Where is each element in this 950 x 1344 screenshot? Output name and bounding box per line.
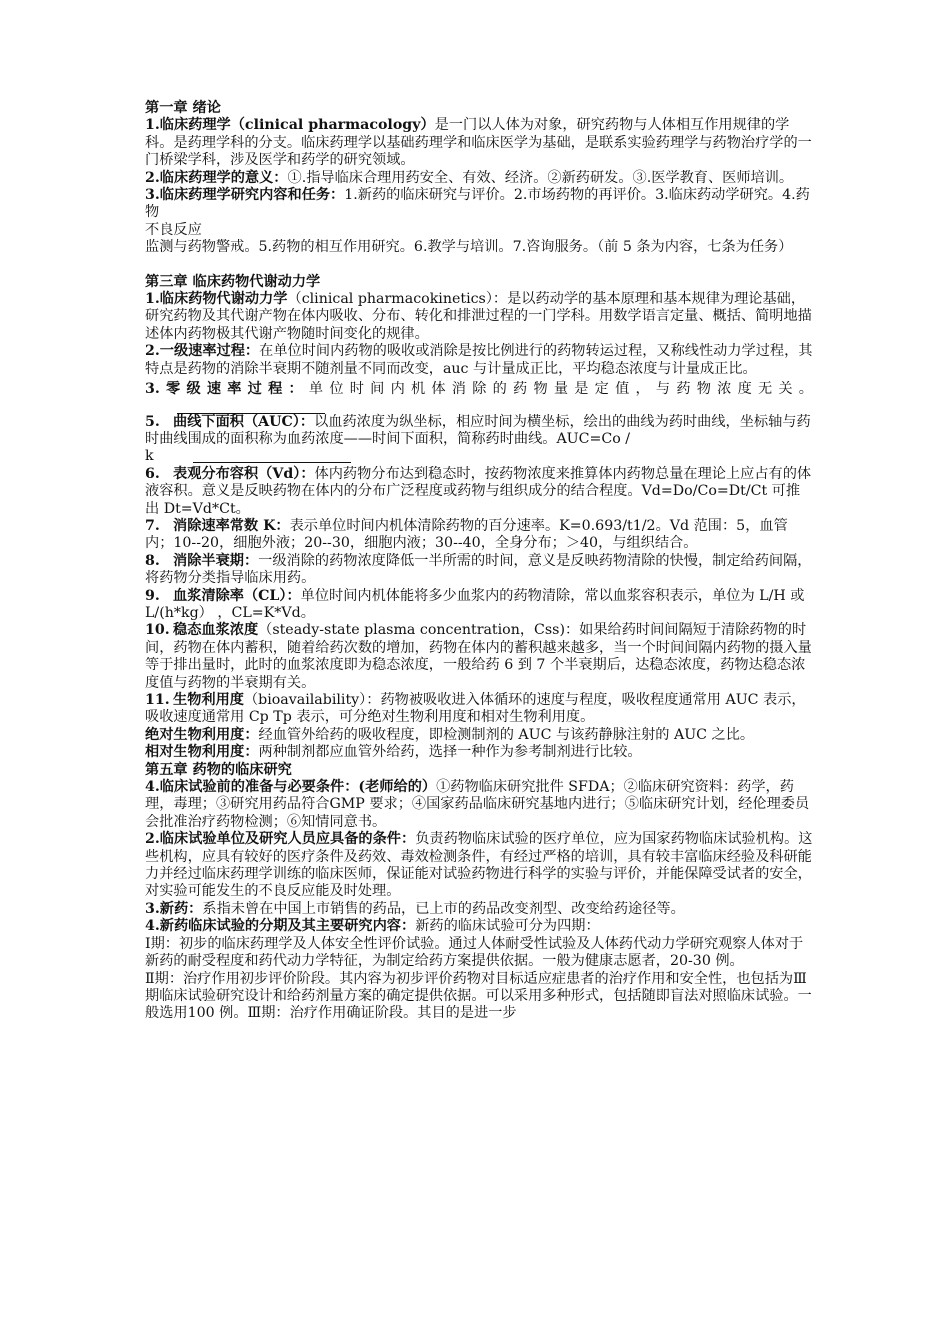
spacer — [145, 257, 813, 274]
formula-tail: k — [145, 448, 154, 465]
definition: （bioavailability）：药物被吸收进入体循环的速度与程度，吸收程度通常用 AUC 表示，吸收速度通常用 Cp Tp 表示，可分绝对生物利用度和相对生物利用度。 — [145, 692, 806, 726]
underline-rule — [193, 462, 351, 463]
item-number: 9. — [145, 587, 160, 604]
ch5-para-4 — [145, 779, 813, 831]
definition: 系指未曾在中国上市销售的药品，已上市的药品改变剂型、改变给药途径等。 — [202, 900, 685, 917]
document-page — [145, 100, 813, 1023]
definition: 单位时间内机体消除的药物量是定值，与药物浓度无关。 — [308, 381, 813, 398]
definition: 是一门以人体为对象，研究药物与人体相互作用规律的学科。是药理学科的分支。临床药理学以基础药理学和临床医学为基础，是联系实验药理学与药物治疗学的一门桥梁学科，涉及医学和药学的研究领域。 — [145, 117, 812, 169]
term: 稳态血浆浓度 — [173, 622, 259, 639]
definition: 两种制剂都应血管外给药，选择一种作为参考制剂进行比较。 — [258, 744, 642, 761]
term: 消除速率常数 K： — [173, 517, 290, 534]
definition: 新药的临床试验可分为四期： — [415, 918, 600, 935]
chapter-5-title: 第五章 药物的临床研究 — [145, 761, 292, 778]
term: 2.临床药理学的意义： — [145, 169, 288, 186]
ch1-para-3-line3: 监测与药物警戒。5.药物的相互作用研究。6.教学与培训。7.咨询服务。（前 5 条为内容，七条为任务） — [145, 239, 793, 256]
term: 3.新药： — [145, 900, 203, 917]
ch3-para-6 — [145, 466, 813, 518]
term: 3.零级速率过程： — [145, 381, 309, 398]
item-number: 5. — [145, 413, 160, 430]
term: 血浆清除率（CL）： — [173, 587, 301, 604]
term: 绝对生物利用度： — [145, 726, 259, 743]
chapter-1-title: 第一章 绪论 — [145, 100, 221, 116]
ch3-para-11 — [145, 692, 813, 727]
term: 1.临床药理学（clinical pharmacology） — [145, 117, 435, 134]
ch3-abs-bioavailability — [145, 727, 813, 744]
ch3-para-9 — [145, 588, 813, 623]
term: 消除半衰期： — [173, 552, 259, 569]
ch5-phase-2: Ⅱ期：治疗作用初步评价阶段。其内容为初步评价药物对目标适应症患者的治疗作用和安全性，也包括为Ⅲ期临床试验研究设计和给药剂量方案的确定提供依据。可以采用多种形式，包括随即盲法对照临床试验。一般选用100 例。Ⅲ期：治疗作用确证阶段。其目的是进一步 — [145, 970, 812, 1022]
ch1-para-3 — [145, 187, 813, 222]
item-number: 7. — [145, 517, 160, 534]
definition: 表示单位时间内机体清除药物的百分速率。K=0.693/t1/2。Vd 范围：5，血管内；10--20，细胞外液；20--30，细胞内液；30--40，全身分布；＞40，与组织结合。 — [145, 517, 788, 552]
ch3-para-5-line2 — [145, 448, 813, 465]
ch3-para-8 — [145, 553, 813, 588]
item-number: 6. — [145, 465, 160, 482]
term: 4.新药临床试验的分期及其主要研究内容： — [145, 918, 416, 935]
definition: 体内药物分布达到稳态时，按药物浓度来推算体内药物总量在理论上应占有的体液容积。意义是反映药物在体内的分布广泛程度或药物与组织成分的结合程度。Vd=Do/Co=Dt/Ct 可推出 Dt=Vd*Ct。 — [145, 465, 812, 517]
definition: 单位时间内机体能将多少血浆内的药物清除，常以血浆容积表示，单位为 L/H 或 L/(h*kg） ，CL=K*Vd。 — [145, 587, 805, 621]
ch3-para-2 — [145, 343, 813, 378]
ch3-para-1 — [145, 291, 813, 343]
term: 曲线下面积（AUC）： — [173, 413, 315, 430]
ch1-para-2 — [145, 170, 813, 187]
definition: （clinical pharmacokinetics）：是以药动学的基本原理和基本规律为理论基础，研究药物及其代谢产物在体内吸收、分布、转化和排泄过程的一门学科。用数学语言定量、概括、简明地描述体内药物极其代谢产物随时间变化的规律。 — [145, 291, 812, 342]
ch3-para-5 — [145, 414, 813, 449]
chapter-3-title: 第三章 临床药物代谢动力学 — [145, 273, 321, 290]
term: 3.临床药理学研究内容和任务： — [145, 187, 345, 204]
item-number: 8. — [145, 552, 160, 569]
definition: 负责药物临床试验的医疗单位，应为国家药物临床试验机构。这些机构，应具有较好的医疗条件及药效、毒效检测条件，有经过严格的培训，具有较丰富临床经验及科研能力并经过临床药理学训练的临床医师，保证能对试验药物进行科学的实验与评价，并能保障受试者的安全，对实验可能发生的不良反应能及时处理。 — [145, 831, 813, 900]
term: 2.一级速率过程： — [145, 343, 260, 360]
term: 相对生物利用度： — [145, 744, 259, 761]
definition: 1.新药的临床研究与评价。2.市场药物的再评价。3.临床药动学研究。4.药物 — [145, 187, 810, 221]
definition: 以血药浓度为纵坐标，相应时间为横坐标，绘出的曲线为药时曲线，坐标轴与药时曲线围成的面积称为血药浓度——时间下面积，简称药时曲线。AUC=Co / — [145, 413, 811, 447]
item-number: 10. — [145, 622, 170, 639]
term: 生物利用度 — [173, 692, 244, 708]
definition: （steady-state plasma concentration，Css)：如果给药时间间隔短于清除药物的时间，药物在体内蓄积，随着给药次数的增加，药物在体内的蓄积越来越多，当一个时间间隔内药物的摄入量等于排出量时，此时的血浆浓度即为稳态浓度，一般给药 6 到 7 个半衰期后，达稳态浓度，药物达稳态浓度值与药物的半衰期有关。 — [145, 622, 812, 691]
ch1-para-1 — [145, 117, 813, 169]
ch1-para-3-line2: 不良反应 — [145, 221, 202, 238]
ch5-para-2 — [145, 831, 813, 901]
term: 2.临床试验单位及研究人员应具备的条件： — [145, 831, 416, 848]
definition: ①药物临床研究批件 SFDA；②临床研究资料：药学，药理，毒理；③研究用药品符合GMP 要求；④国家药品临床研究基地内进行；⑤临床研究计划，经伦理委员会批准治疗药物检测；⑥知情同意书。 — [145, 779, 810, 830]
term: 表观分布容积（Vd）： — [173, 465, 315, 482]
ch3-para-10 — [145, 622, 813, 692]
item-number: 11. — [145, 692, 170, 708]
term: 4.临床试验前的准备与必要条件：(老师给的） — [145, 779, 437, 796]
ch5-para-4b — [145, 918, 813, 935]
definition: ①.指导临床合理用药安全、有效、经济。②新药研发。③.医学教育、医师培训。 — [287, 169, 794, 186]
ch3-para-3 — [145, 381, 813, 398]
definition: 一级消除的药物浓度降低一半所需的时间，意义是反映药物清除的快慢，制定给药间隔，将药物分类指导临床用药。 — [145, 552, 812, 587]
definition: 经血管外给药的吸收程度，即检测制剂的 AUC 与该药静脉注射的 AUC 之比。 — [258, 726, 755, 743]
ch3-rel-bioavailability — [145, 744, 813, 761]
term: 1.临床药物代谢动力学 — [145, 291, 288, 308]
ch3-para-7 — [145, 518, 813, 553]
ch5-phase-1: Ⅰ期：初步的临床药理学及人体安全性评价试验。通过人体耐受性试验及人体药代动力学研究观察人体对于新药的耐受程度和药代动力学特征，为制定给药方案提供依据。一般为健康志愿者，20-30 例。 — [145, 935, 804, 970]
definition: 在单位时间内药物的吸收或消除是按比例进行的药物转运过程，又称线性动力学过程，其特点是药物的消除半衰期不随剂量不同而改变，auc 与计量成正比，平均稳态浓度与计量成正比。 — [145, 343, 813, 377]
ch5-para-3 — [145, 901, 813, 918]
